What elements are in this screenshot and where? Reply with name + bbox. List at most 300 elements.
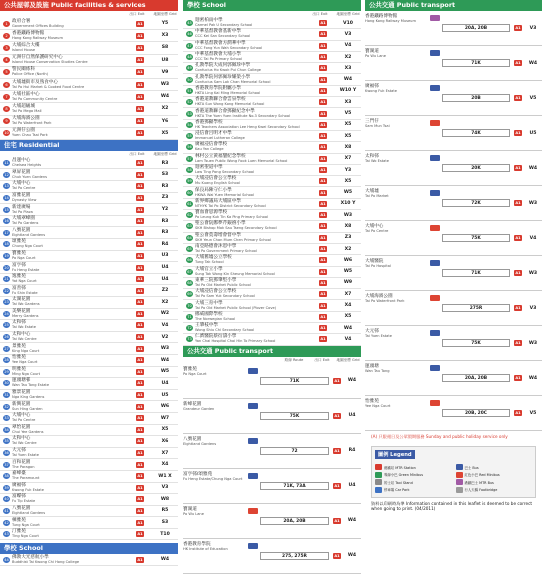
grid-ref: Z2 [161, 288, 169, 294]
item-name [12, 19, 136, 29]
transport-stop[interactable] [365, 256, 542, 291]
grid-ref: W5 [343, 190, 353, 196]
transport-stop[interactable] [365, 326, 542, 361]
item-name-zh: 中華基督教會基新中學 [195, 29, 241, 35]
route-line[interactable] [442, 409, 540, 417]
route-line[interactable] [442, 129, 540, 137]
grid-ref: V3 [529, 25, 537, 31]
vehicle-type [245, 469, 260, 503]
legend-symbol-icon [375, 464, 382, 470]
minibus-icon [430, 120, 440, 126]
item-name [195, 120, 319, 130]
item-name-zh: 大埔舊墟公立學校 [195, 255, 232, 261]
route-list [442, 291, 542, 325]
item-number: 8 [3, 106, 10, 112]
list-item[interactable] [183, 244, 361, 255]
list-item[interactable] [183, 267, 361, 278]
exit-badge: A1 [137, 439, 143, 444]
route-number: 20A, 20B [260, 517, 329, 525]
vehicle-type [245, 539, 260, 573]
list-item[interactable] [183, 108, 361, 119]
vehicle-type [427, 11, 442, 45]
item-name-en: Kwong Fuk Estate [12, 487, 44, 492]
legend-label: 紅色小巴 Red Minibus [464, 473, 500, 478]
route-line[interactable] [442, 59, 540, 67]
stop-name [365, 221, 427, 255]
item-name [12, 205, 136, 215]
list-item[interactable] [0, 204, 178, 216]
item-name [195, 289, 319, 299]
item-name [195, 176, 319, 186]
list-item[interactable] [0, 436, 178, 448]
item-name [195, 165, 319, 175]
list-item[interactable] [0, 413, 178, 425]
stop-name-zh: 大埔墟 [365, 189, 379, 194]
list-item[interactable] [183, 176, 361, 187]
route-line[interactable] [260, 377, 359, 385]
route-line[interactable] [260, 552, 359, 560]
stop-name-zh: 香港鐵路博物館 [365, 14, 398, 19]
grid-ref: S3 [161, 520, 169, 526]
grid-ref: W7 [160, 415, 170, 421]
col-exit-label: 出口 Exit [314, 357, 330, 362]
bus-icon [248, 438, 258, 444]
transport-stop[interactable] [365, 396, 542, 431]
item-number: 28 [4, 358, 9, 363]
transport-stop[interactable] [365, 11, 542, 46]
list-item[interactable] [0, 227, 178, 239]
item-number: 43 [4, 532, 9, 537]
item-name-en: Island House Conservation Studies Centre [12, 60, 88, 65]
grid-ref: R3 [161, 230, 169, 236]
exit-badge: A1 [334, 448, 340, 453]
item-name-zh: 雅景花園 [12, 390, 31, 396]
grid-ref: W4 [160, 357, 170, 363]
item-name [195, 86, 319, 96]
exit-badge: A1 [137, 119, 143, 124]
list-item[interactable] [0, 355, 178, 367]
list-item[interactable] [0, 18, 178, 30]
route-list [260, 364, 361, 398]
exit-badge: A1 [137, 393, 143, 398]
facilities-subheader [0, 11, 178, 18]
list-item[interactable] [0, 216, 178, 228]
list-item[interactable] [0, 158, 178, 170]
item-name-en: Chuk Yuen Gardens [12, 174, 48, 179]
exit-badge: A1 [515, 61, 521, 65]
list-item[interactable] [0, 193, 178, 205]
stop-name-en: Po Wu Lane [183, 511, 204, 516]
transport-stop[interactable] [365, 81, 542, 116]
stop-name-zh: 寶湖道 [183, 506, 197, 512]
route-number: 72 [260, 447, 329, 455]
list-item[interactable] [0, 332, 178, 344]
exit-badge: A1 [137, 532, 143, 537]
transport-stop[interactable] [183, 469, 361, 504]
grid-ref: W4 [347, 378, 357, 384]
grid-ref: X5 [161, 427, 169, 433]
list-item[interactable] [183, 131, 361, 142]
item-number: 72 [187, 326, 192, 331]
transport-stop[interactable] [183, 434, 361, 469]
grid-ref: Y3 [344, 167, 352, 173]
exit-badge: A1 [515, 201, 521, 205]
item-name-en: Sung Tak Wong Kin Sheung Memorial School [195, 271, 275, 276]
route-line[interactable] [260, 447, 359, 455]
col-exit-label: 出口 Exit [312, 12, 328, 16]
stop-name-zh: 三門仔 [365, 119, 379, 124]
item-name [195, 29, 319, 39]
school-header: 學校 School [183, 0, 361, 11]
exit-badge: A1 [137, 369, 143, 374]
grid-ref: W4 [343, 77, 353, 83]
exit-badge: A1 [320, 213, 326, 218]
list-item[interactable] [183, 233, 361, 244]
list-item[interactable] [183, 63, 361, 74]
legend-label: 的士站 Taxi Stand [384, 480, 413, 485]
transport-stop[interactable] [365, 46, 542, 81]
route-line[interactable] [442, 24, 540, 32]
exit-badge: A1 [137, 45, 143, 50]
item-name [12, 402, 136, 412]
item-number: 30 [4, 381, 9, 386]
item-name-zh: 香港鐵路博物館 [12, 30, 45, 36]
list-item[interactable] [183, 165, 361, 176]
legend-symbol-icon [456, 464, 463, 470]
list-item[interactable] [183, 187, 361, 198]
grid-ref: W3 [528, 340, 538, 346]
list-item[interactable] [183, 18, 361, 29]
exit-badge: A1 [515, 96, 521, 100]
transport-stop[interactable] [365, 151, 542, 186]
list-item[interactable] [0, 529, 178, 541]
item-name-zh: 翠屏花園 [12, 169, 31, 175]
item-name [195, 323, 319, 333]
item-name-zh: 八號花園 [12, 505, 31, 511]
stop-name [365, 291, 427, 325]
exit-badge: A1 [320, 21, 326, 26]
list-item[interactable] [0, 42, 178, 54]
vehicle-type [427, 81, 442, 115]
item-number: 11 [4, 161, 9, 166]
item-number: 12 [4, 172, 9, 177]
item-name-zh: 太和邨 [12, 320, 26, 326]
transport-stop[interactable] [365, 186, 542, 221]
item-number: 62 [187, 213, 192, 218]
grid-ref: W4 [343, 325, 353, 331]
list-item[interactable] [183, 300, 361, 311]
item-name-en: The Paramount [12, 476, 40, 481]
list-item[interactable] [183, 312, 361, 323]
minibus-icon [430, 400, 440, 406]
list-item[interactable] [0, 425, 178, 437]
item-name-en: Tai Po Hui Market & Cooked Food Centre [12, 84, 85, 89]
item-name-zh: 寶雅苑 [12, 250, 26, 256]
route-line[interactable] [442, 199, 540, 207]
stop-name-zh: 香港教育學院 [183, 541, 211, 547]
list-item[interactable] [0, 169, 178, 181]
list-item[interactable] [0, 251, 178, 263]
item-name-en: Confucius Sam Lok Chan Memorial School [195, 79, 271, 84]
legend-item [375, 479, 452, 485]
item-name-en: The Paragon [12, 464, 35, 469]
middle-column [183, 0, 361, 559]
item-name-en: Eightland Gardens [12, 510, 46, 515]
list-item[interactable] [183, 221, 361, 232]
item-name-zh: 仁濟醫院蔡衍濤小學 [195, 334, 237, 340]
transport-stop[interactable] [183, 539, 361, 574]
exit-badge: A1 [320, 190, 326, 195]
item-name-zh: 寶血會思源學校 [195, 210, 228, 216]
item-number: 7 [3, 94, 10, 100]
list-item[interactable] [0, 181, 178, 193]
item-name [12, 448, 136, 458]
legend-symbol-icon [375, 479, 382, 485]
vehicle-type [427, 291, 442, 325]
list-item[interactable] [183, 334, 361, 345]
list-item[interactable] [0, 506, 178, 518]
route-list [260, 504, 361, 538]
item-name-zh: 太和中心 [12, 436, 31, 442]
transport-stop[interactable] [183, 399, 361, 434]
list-item[interactable] [183, 255, 361, 266]
list-item[interactable] [0, 494, 178, 506]
list-item[interactable] [0, 67, 178, 79]
exit-badge: A1 [320, 224, 326, 229]
legend-label: 港鐵巴士 MTR Bus [464, 480, 494, 485]
list-item[interactable] [183, 210, 361, 221]
list-item[interactable] [183, 52, 361, 63]
item-name-zh: 中華基督教會大埔小學 [195, 52, 241, 58]
list-item[interactable] [0, 55, 178, 67]
grid-ref: U4 [161, 276, 169, 282]
item-number: 55 [187, 134, 192, 139]
list-item[interactable] [0, 390, 178, 402]
item-name-zh: 八號花園 [12, 227, 31, 233]
list-item[interactable] [0, 128, 178, 140]
list-item[interactable] [0, 30, 178, 42]
item-name-en: Tai Po Sam Yuk Secondary School [195, 294, 255, 299]
route-line[interactable] [442, 304, 540, 312]
item-name-zh: 太和中心 [12, 332, 31, 338]
grid-ref: R5 [161, 508, 169, 514]
list-item[interactable] [183, 97, 361, 108]
list-item[interactable] [0, 367, 178, 379]
transport-stop[interactable] [365, 361, 542, 396]
grid-ref: U4 [348, 483, 356, 489]
item-number: 35 [4, 439, 9, 444]
item-name [12, 460, 136, 470]
exit-badge: A1 [320, 292, 326, 297]
legend-item [456, 487, 533, 493]
grid-ref: U8 [161, 57, 169, 63]
item-name-zh: 大埔浸信會公立學校 [195, 176, 237, 182]
stop-name [365, 46, 427, 80]
list-item[interactable] [0, 285, 178, 297]
transport-stop[interactable] [183, 364, 361, 399]
item-name [12, 31, 136, 41]
route-line[interactable] [442, 164, 540, 172]
item-name-zh: 景雅苑 [12, 343, 26, 349]
list-item[interactable] [0, 309, 178, 321]
item-name-zh: 廣褔浸信會學校 [195, 142, 228, 148]
item-name-zh: 大埔中心 [12, 181, 31, 187]
list-item[interactable] [183, 289, 361, 300]
list-item[interactable] [183, 154, 361, 165]
list-item[interactable] [0, 320, 178, 332]
grid-ref: W5 [160, 369, 170, 375]
item-name-en: Tai Po Centre [12, 418, 36, 423]
list-item[interactable] [0, 116, 178, 128]
item-name-zh: 香港鄧顯學校 [195, 119, 223, 125]
item-name-zh: 香港道教聯合會鄧顯紀念中學 [195, 108, 255, 114]
list-item[interactable] [0, 239, 178, 251]
grid-ref: W4 [347, 553, 357, 559]
item-number: 40 [4, 497, 9, 502]
list-item[interactable] [183, 120, 361, 131]
stop-name-en: Tai Po Market [365, 194, 389, 198]
exit-badge: A1 [137, 416, 143, 421]
item-name-zh: 林村公立黃福鑾紀念學校 [195, 153, 246, 159]
exit-badge: A1 [320, 179, 326, 184]
item-name-zh: 嘉峰臺 [12, 471, 26, 477]
route-line[interactable] [442, 94, 540, 102]
item-name-en: HKWA Wai Yuen Memorial School [195, 192, 255, 197]
item-name-en: Tai Po Government Primary School [195, 249, 257, 254]
item-number: 5 [3, 69, 10, 75]
grid-ref: V4 [344, 43, 352, 49]
item-number: 59 [187, 179, 192, 184]
route-number: 20A, 20B [442, 24, 510, 32]
item-name-zh: 香港教育學院附屬小學 [195, 85, 241, 91]
exit-badge: A1 [334, 378, 340, 383]
route-number: 71K [442, 269, 510, 277]
list-item[interactable] [0, 554, 178, 566]
school-list [183, 18, 361, 346]
vehicle-type [427, 256, 442, 290]
item-name-zh: 富善邨 [12, 285, 26, 291]
legend-symbol-icon [456, 487, 463, 493]
list-item[interactable] [183, 323, 361, 334]
exit-badge: A1 [515, 341, 521, 345]
item-number: 14 [4, 195, 9, 200]
item-name-zh: 元洲仔自然保護研究中心 [12, 55, 63, 61]
route-line[interactable] [442, 339, 540, 347]
grid-ref: R4 [348, 448, 356, 454]
stop-name-zh: 富亨邨/頌雅苑 [183, 471, 213, 477]
grid-ref: S8 [161, 45, 169, 51]
item-name-en: SKH Yeun Chan Mum Chen Primary School [195, 237, 271, 242]
bus-icon [430, 260, 440, 266]
grid-ref: Y2 [161, 207, 169, 213]
item-number: 48 [187, 55, 192, 60]
transport-stop[interactable] [365, 116, 542, 151]
route-line[interactable] [442, 374, 540, 382]
item-number: 17 [4, 230, 9, 235]
transport-stop[interactable] [365, 291, 542, 326]
exit-badge: A1 [137, 300, 143, 305]
vehicle-type [427, 186, 442, 220]
item-name-zh: 新興花園 [12, 401, 31, 407]
bus-icon [248, 368, 258, 374]
item-name [12, 529, 136, 539]
item-name [195, 97, 319, 107]
list-item[interactable] [0, 459, 178, 471]
transport-stop[interactable] [365, 221, 542, 256]
item-name [12, 251, 136, 261]
list-item[interactable] [0, 262, 178, 274]
list-item[interactable] [0, 483, 178, 495]
grid-ref: X3 [344, 99, 352, 105]
item-number: 16 [4, 219, 9, 224]
transport-subheader [183, 357, 361, 364]
list-item[interactable] [183, 41, 361, 52]
list-item[interactable] [0, 79, 178, 91]
list-item[interactable] [0, 274, 178, 286]
list-item[interactable] [183, 29, 361, 40]
exit-badge: A1 [137, 346, 143, 351]
vehicle-type [245, 364, 260, 398]
list-item[interactable] [0, 448, 178, 460]
stop-name-zh: 廣褔邨 [365, 84, 379, 89]
list-item[interactable] [0, 297, 178, 309]
item-name-en: Tai Po Old Market Public School (Plover Cove) [195, 305, 277, 310]
list-item[interactable] [183, 86, 361, 97]
grid-ref: R3 [161, 183, 169, 189]
exit-badge: A1 [137, 508, 143, 513]
list-item[interactable] [183, 74, 361, 85]
exit-badge: A1 [137, 94, 143, 99]
item-name-zh: 迦密柏雨中學 [195, 18, 223, 24]
route-line[interactable] [442, 234, 540, 242]
list-item[interactable] [0, 103, 178, 115]
transport-mid-list [183, 364, 361, 574]
item-number: 41 [4, 508, 9, 513]
list-item[interactable] [0, 471, 178, 483]
grid-ref: V5 [529, 95, 537, 101]
list-item[interactable] [0, 401, 178, 413]
item-name [12, 518, 136, 528]
list-item[interactable] [183, 199, 361, 210]
route-line[interactable] [260, 517, 359, 525]
list-item[interactable] [183, 278, 361, 289]
list-item[interactable] [0, 378, 178, 390]
legend-box [371, 446, 536, 498]
exit-badge: A1 [320, 145, 326, 150]
item-name-zh: 迦密聖道中學 [195, 165, 223, 170]
item-name-en: Police Office (North) [12, 72, 49, 77]
exit-badge: A1 [137, 485, 143, 490]
legend-item [375, 487, 452, 493]
item-name-zh: 大埔浸信會公立學校 [195, 289, 237, 295]
exit-badge: A1 [320, 303, 326, 308]
list-item[interactable] [0, 517, 178, 529]
route-line[interactable] [442, 269, 540, 277]
list-item[interactable] [0, 343, 178, 355]
exit-badge: A1 [137, 58, 143, 63]
transport-stop[interactable] [183, 504, 361, 539]
grid-ref: Z3 [344, 235, 352, 241]
grid-ref: V2 [161, 334, 169, 340]
stop-name [365, 256, 427, 290]
list-item[interactable] [0, 91, 178, 103]
stop-name-en: Tai Po Hospital [365, 264, 391, 268]
school-left-header: 學校 School [0, 543, 178, 554]
item-name-en: Tung Nga Court [12, 522, 40, 527]
list-item[interactable] [183, 142, 361, 153]
route-line[interactable] [260, 482, 359, 490]
route-line[interactable] [260, 412, 359, 420]
